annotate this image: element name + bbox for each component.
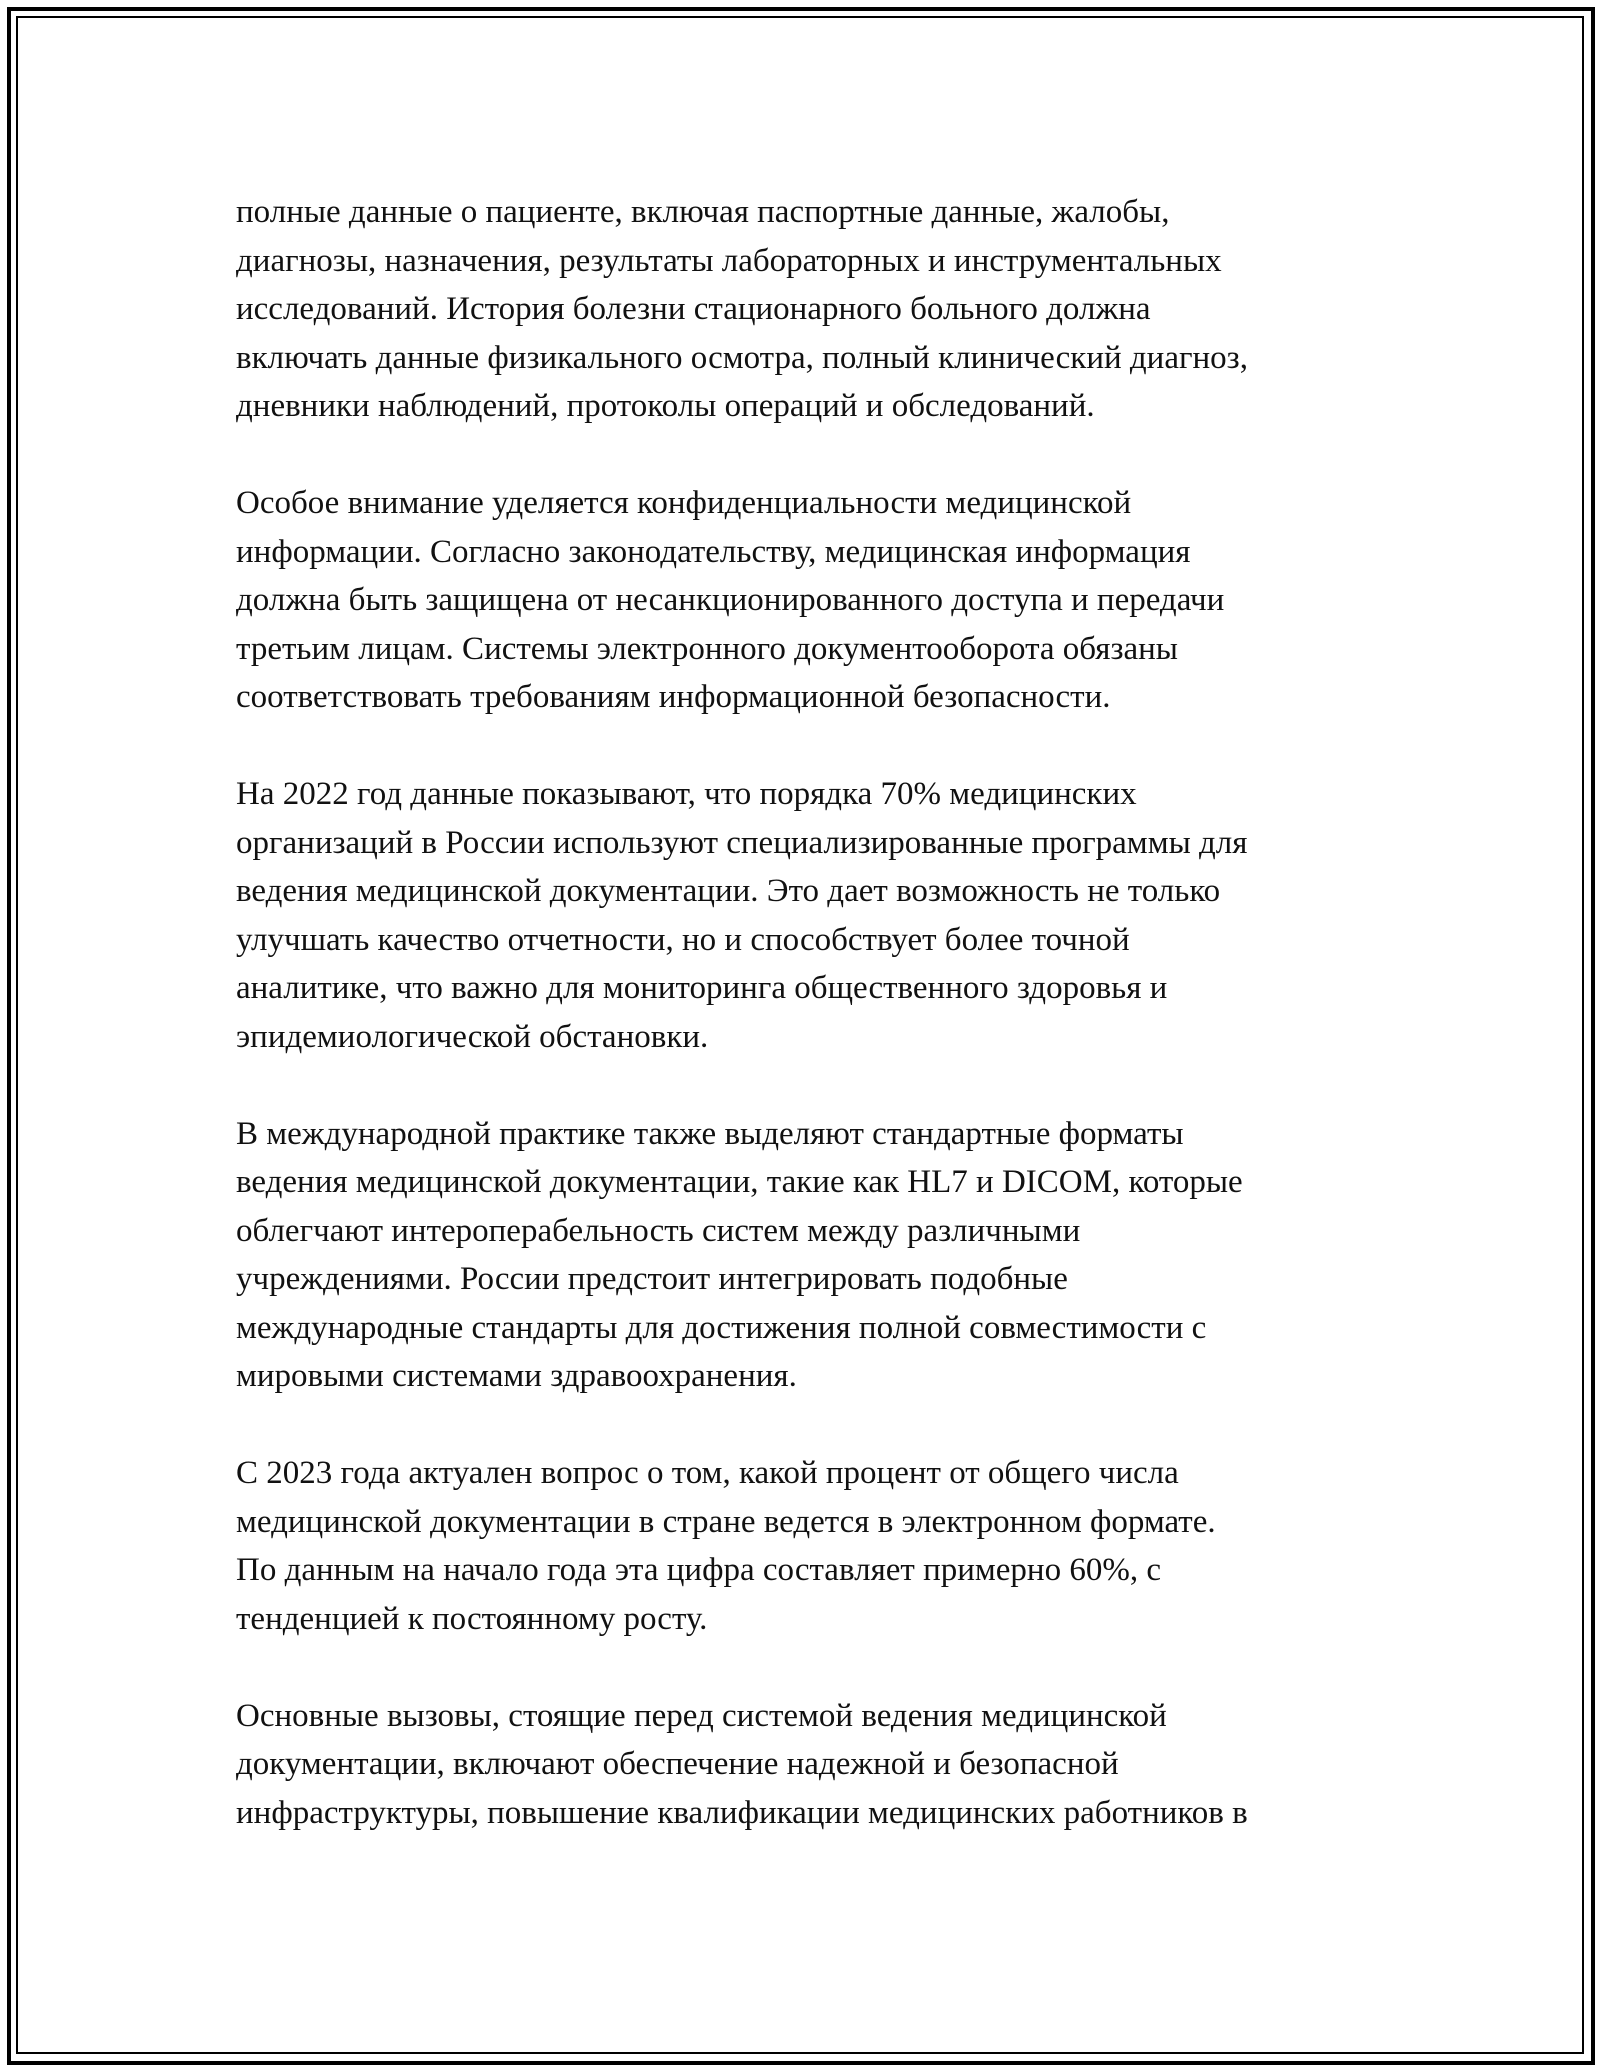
document-body [236, 188, 1396, 1886]
text-line: организаций в России используют специализированные программы для [236, 824, 1248, 861]
text-line: инфраструктуры, повышение квалификации медицинских работников в [236, 1794, 1248, 1831]
text-line: улучшать качество отчетности, но и способствует более точной [236, 921, 1130, 958]
text-line: международные стандарты для достижения полной совместимости с [236, 1309, 1207, 1346]
paragraph-1 [236, 188, 1396, 431]
text-line: Основные вызовы, стоящие перед системой ведения медицинской [236, 1697, 1167, 1734]
text-line: тенденцией к постоянному росту. [236, 1600, 708, 1637]
text-line: исследований. История болезни стационарного больного должна [236, 291, 1151, 327]
text-line: полные данные о пациенте, включая паспортные данные, жалобы, [236, 194, 1170, 230]
paragraph-4 [236, 1110, 1396, 1401]
text-line: диагнозы, назначения, результаты лабораторных и инструментальных [236, 242, 1222, 279]
text-line: третьим лицам. Системы электронного документооборота обязаны [236, 630, 1178, 667]
text-line: документации, включают обеспечение надежной и безопасной [236, 1746, 1119, 1782]
text-line: аналитике, что важно для мониторинга общественного здоровья и [236, 970, 1168, 1006]
text-line: дневники наблюдений, протоколы операций и обследований. [236, 388, 1095, 424]
text-line: соответствовать требованиям информационной безопасности. [236, 679, 1111, 715]
text-line: ведения медицинской документации. Это дает возможность не только [236, 873, 1221, 909]
paragraph-6 [236, 1692, 1396, 1838]
paragraph-2 [236, 479, 1396, 722]
paragraph-5 [236, 1449, 1396, 1643]
text-line: мировыми системами здравоохранения. [236, 1358, 797, 1394]
text-line: медицинской документации в стране ведется в электронном формате. [236, 1503, 1216, 1540]
text-line: ведения медицинской документации, такие как HL7 и DICOM, которые [236, 1164, 1243, 1200]
text-line: В международной практике также выделяют стандартные форматы [236, 1115, 1184, 1152]
text-line: включать данные физикального осмотра, полный клинический диагноз, [236, 339, 1248, 376]
text-line: должна быть защищена от несанкционированного доступа и передачи [236, 582, 1225, 618]
text-line: Особое внимание уделяется конфиденциальности медицинской [236, 485, 1132, 521]
paragraph-3 [236, 770, 1396, 1061]
text-line: облегчают интероперабельность систем между различными [236, 1212, 1081, 1249]
text-line: эпидемиологической обстановки. [236, 1018, 709, 1055]
text-line: учреждениями. России предстоит интегрировать подобные [236, 1261, 1068, 1297]
text-line: С 2023 года актуален вопрос о том, какой процент от общего числа [236, 1455, 1179, 1491]
text-line: На 2022 год данные показывают, что порядка 70% медицинских [236, 776, 1137, 812]
text-line: По данным на начало года эта цифра составляет примерно 60%, с [236, 1552, 1161, 1588]
text-line: информации. Согласно законодательству, медицинская информация [236, 533, 1191, 570]
